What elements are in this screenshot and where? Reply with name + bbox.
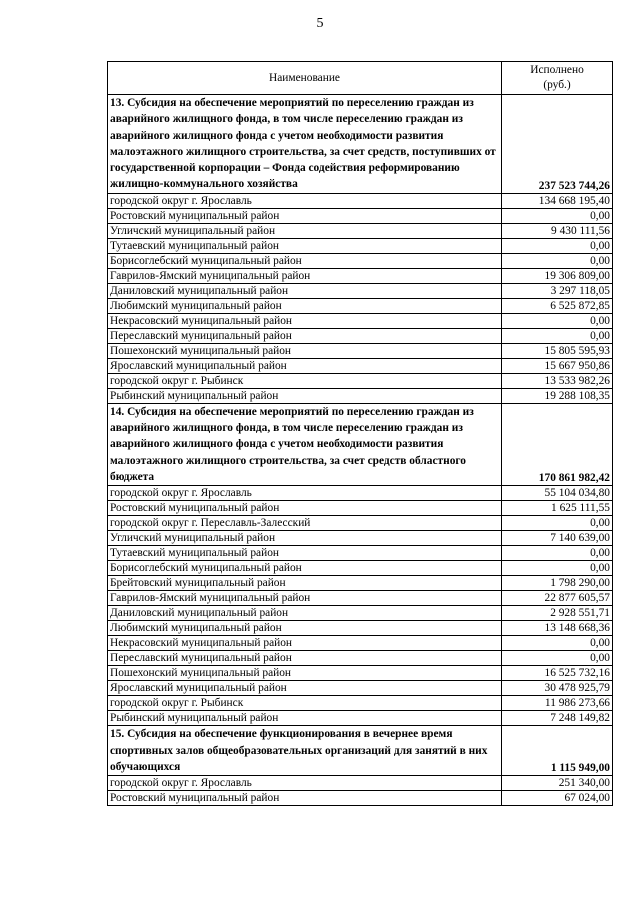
municipality-name: Гаврилов-Ямский муниципальный район	[108, 268, 502, 283]
section-row	[108, 726, 613, 776]
table-row	[108, 516, 613, 531]
table-row	[108, 298, 613, 313]
executed-amount: 13 148 668,36	[502, 621, 613, 636]
executed-amount: 6 525 872,85	[502, 298, 613, 313]
executed-amount: 15 805 595,93	[502, 343, 613, 358]
executed-amount: 251 340,00	[502, 776, 613, 791]
municipality-name: Даниловский муниципальный район	[108, 606, 502, 621]
table-row	[108, 208, 613, 223]
executed-amount: 19 288 108,35	[502, 388, 613, 403]
executed-amount: 0,00	[502, 546, 613, 561]
table-row	[108, 636, 613, 651]
table-row	[108, 223, 613, 238]
executed-amount: 30 478 925,79	[502, 681, 613, 696]
municipality-name: Рыбинский муниципальный район	[108, 388, 502, 403]
municipality-name: Даниловский муниципальный район	[108, 283, 502, 298]
table-row	[108, 268, 613, 283]
executed-amount: 15 667 950,86	[502, 358, 613, 373]
table-row	[108, 486, 613, 501]
budget-table	[107, 61, 613, 806]
section-row	[108, 95, 613, 194]
table-row	[108, 791, 613, 806]
municipality-name: Ярославский муниципальный район	[108, 358, 502, 373]
municipality-name: Тутаевский муниципальный район	[108, 238, 502, 253]
municipality-name: Ростовский муниципальный район	[108, 208, 502, 223]
municipality-name: Гаврилов-Ямский муниципальный район	[108, 591, 502, 606]
executed-amount: 134 668 195,40	[502, 193, 613, 208]
executed-amount: 7 248 149,82	[502, 711, 613, 726]
executed-amount: 55 104 034,80	[502, 486, 613, 501]
table-row	[108, 776, 613, 791]
municipality-name: Ярославский муниципальный район	[108, 681, 502, 696]
table-row	[108, 283, 613, 298]
municipality-name: Любимский муниципальный район	[108, 298, 502, 313]
header-value-line2: (руб.)	[543, 79, 571, 91]
municipality-name: Угличский муниципальный район	[108, 223, 502, 238]
municipality-name: Борисоглебский муниципальный район	[108, 253, 502, 268]
table-row	[108, 358, 613, 373]
executed-amount: 9 430 111,56	[502, 223, 613, 238]
executed-amount: 3 297 118,05	[502, 283, 613, 298]
section-title: 13. Субсидия на обеспечение мероприятий по переселению граждан из аварийного жилищного фонда, в том числе переселению граждан из аварийного жилищного фонда с учетом необходимости развития малоэтажного жилищного строительства, за счет средств, поступивших от государственной корпорации – Фонда содействия реформированию жилищно-коммунального хозяйства	[108, 95, 502, 194]
table-body	[108, 95, 613, 806]
table-row	[108, 606, 613, 621]
table-row	[108, 531, 613, 546]
executed-amount: 1 798 290,00	[502, 576, 613, 591]
section-title: 15. Субсидия на обеспечение функционирования в вечернее время спортивных залов общеобразовательных организаций для занятий в них обучающихся	[108, 726, 502, 776]
executed-amount: 13 533 982,26	[502, 373, 613, 388]
header-name: Наименование	[108, 62, 502, 95]
executed-amount: 0,00	[502, 328, 613, 343]
municipality-name: Пошехонский муниципальный район	[108, 343, 502, 358]
section-row	[108, 403, 613, 485]
executed-amount: 19 306 809,00	[502, 268, 613, 283]
table-row	[108, 238, 613, 253]
municipality-name: городской округ г. Рыбинск	[108, 696, 502, 711]
municipality-name: Некрасовский муниципальный район	[108, 636, 502, 651]
municipality-name: Ростовский муниципальный район	[108, 791, 502, 806]
municipality-name: городской округ г. Ярославль	[108, 776, 502, 791]
municipality-name: Тутаевский муниципальный район	[108, 546, 502, 561]
executed-amount: 7 140 639,00	[502, 531, 613, 546]
executed-amount: 0,00	[502, 636, 613, 651]
municipality-name: Борисоглебский муниципальный район	[108, 561, 502, 576]
table-row	[108, 621, 613, 636]
municipality-name: городской округ г. Переславль-Залесский	[108, 516, 502, 531]
table-header-row	[108, 62, 613, 95]
table-row	[108, 576, 613, 591]
municipality-name: городской округ г. Ярославль	[108, 193, 502, 208]
table-row	[108, 666, 613, 681]
table-row	[108, 313, 613, 328]
header-value	[502, 62, 613, 95]
executed-amount: 11 986 273,66	[502, 696, 613, 711]
table-row	[108, 328, 613, 343]
executed-amount: 2 928 551,71	[502, 606, 613, 621]
table-row	[108, 388, 613, 403]
municipality-name: Переславский муниципальный район	[108, 651, 502, 666]
executed-amount: 16 525 732,16	[502, 666, 613, 681]
executed-amount: 0,00	[502, 561, 613, 576]
municipality-name: городской округ г. Ярославль	[108, 486, 502, 501]
table-row	[108, 561, 613, 576]
section-total: 237 523 744,26	[502, 95, 613, 194]
table-row	[108, 193, 613, 208]
section-title: 14. Субсидия на обеспечение мероприятий по переселению граждан из аварийного жилищного фонда, в том числе переселению граждан из аварийного жилищного фонда с учетом необходимости развития малоэтажного жилищного строительства, за счет средств областного бюджета	[108, 403, 502, 485]
municipality-name: Любимский муниципальный район	[108, 621, 502, 636]
table-row	[108, 546, 613, 561]
executed-amount: 0,00	[502, 238, 613, 253]
executed-amount: 0,00	[502, 651, 613, 666]
executed-amount: 0,00	[502, 516, 613, 531]
header-value-line1: Исполнено	[530, 64, 584, 76]
section-total: 1 115 949,00	[502, 726, 613, 776]
table-row	[108, 501, 613, 516]
municipality-name: Некрасовский муниципальный район	[108, 313, 502, 328]
municipality-name: Рыбинский муниципальный район	[108, 711, 502, 726]
table-row	[108, 651, 613, 666]
executed-amount: 1 625 111,55	[502, 501, 613, 516]
table-row	[108, 681, 613, 696]
section-total: 170 861 982,42	[502, 403, 613, 485]
municipality-name: Ростовский муниципальный район	[108, 501, 502, 516]
page-number: 5	[316, 16, 324, 31]
table-row	[108, 591, 613, 606]
table-row	[108, 343, 613, 358]
table-row	[108, 711, 613, 726]
municipality-name: городской округ г. Рыбинск	[108, 373, 502, 388]
table-row	[108, 373, 613, 388]
executed-amount: 0,00	[502, 253, 613, 268]
executed-amount: 22 877 605,57	[502, 591, 613, 606]
municipality-name: Пошехонский муниципальный район	[108, 666, 502, 681]
municipality-name: Угличский муниципальный район	[108, 531, 502, 546]
executed-amount: 0,00	[502, 313, 613, 328]
executed-amount: 0,00	[502, 208, 613, 223]
municipality-name: Переславский муниципальный район	[108, 328, 502, 343]
executed-amount: 67 024,00	[502, 791, 613, 806]
table-row	[108, 696, 613, 711]
municipality-name: Брейтовский муниципальный район	[108, 576, 502, 591]
table-row	[108, 253, 613, 268]
